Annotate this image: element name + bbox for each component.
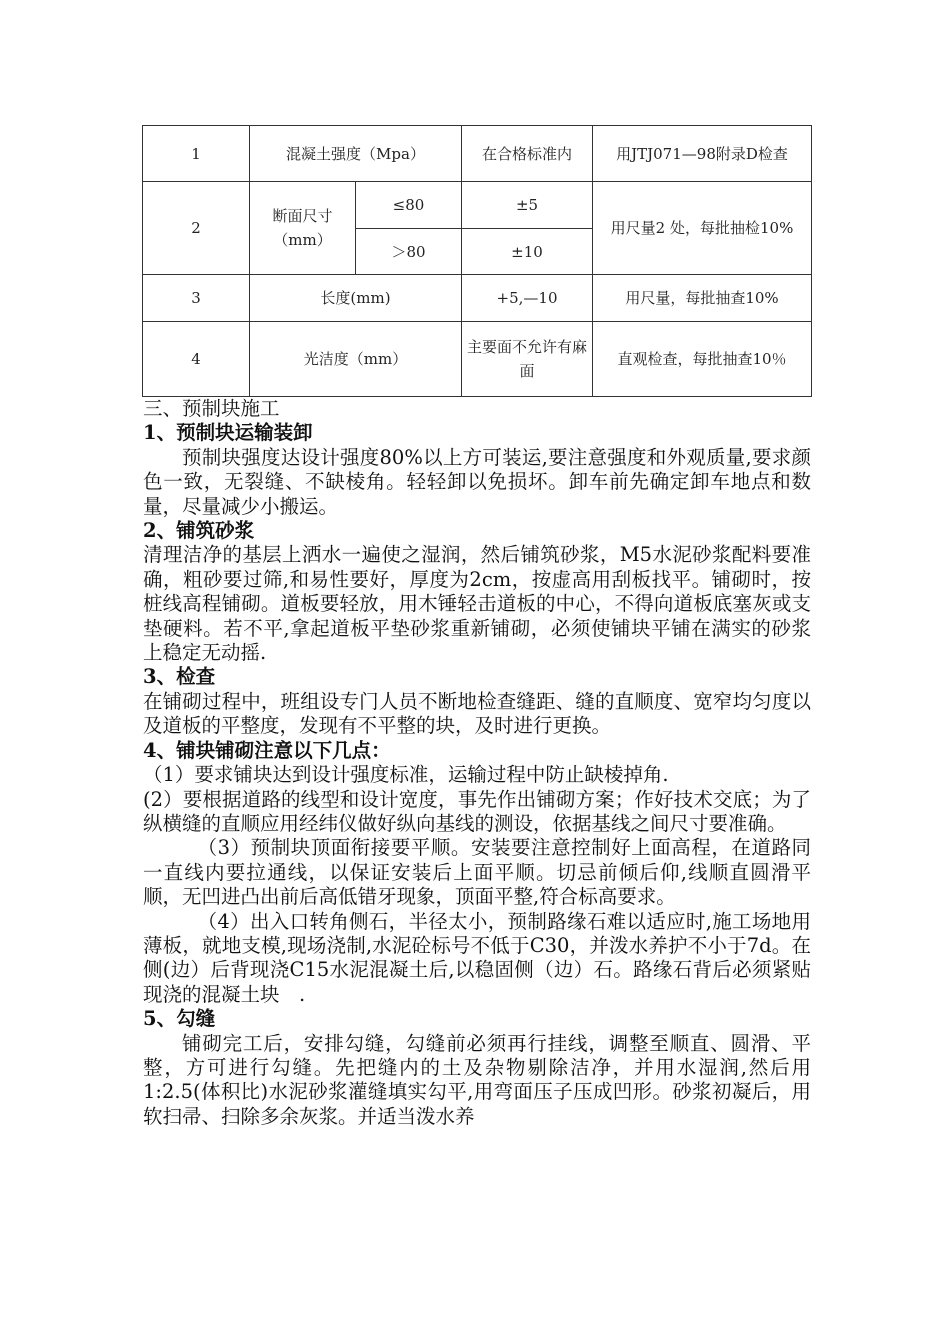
heading-mortar: 2、铺筑砂浆 [143, 519, 255, 543]
inspection-method: 用尺量，每批抽查10% [593, 275, 812, 322]
table-row [143, 322, 812, 397]
row-number: 4 [143, 322, 250, 397]
item-name: 光洁度（mm） [250, 322, 462, 397]
allowed-deviation: 在合格标准内 [462, 126, 593, 182]
allowed-deviation: +5,—10 [462, 275, 593, 322]
inspection-table [142, 125, 812, 397]
paragraph-pointing: 铺砌完工后，安排勾缝，勾缝前必须再行挂线，调整至顺直、圆滑、平整，方可进行勾缝。先把缝内的土及杂物剔除洁净，并用水湿润,然后用1:2.5(体积比)水泥砂浆灌缝填实勾平,用弯面压子压成凹形。砂浆初凝后，用软扫帚、扫除多余灰浆。并适当泼水养 [143, 1031, 811, 1128]
section-title: 三、预制块施工 [143, 397, 280, 420]
paragraph-mortar: 清理洁净的基层上洒水一遍使之湿润，然后铺筑砂浆，M5水泥砂浆配料要准确，粗砂要过筛,和易性要好，厚度为2cm，按虚高用刮板找平。铺砌时，按桩线高程铺砌。道板要轻放，用木锤轻击道板的中心，不得向道板底塞灰或支垫硬料。若不平,拿起道板平垫砂浆重新铺砌，必须使铺块平铺在满实的砂浆上稳定无动摇. [143, 543, 811, 665]
note-1: （1）要求铺块达到设计强度标准，运输过程中防止缺棱掉角. [143, 763, 669, 787]
inspection-method: 直观检查，每批抽查10％ [593, 322, 812, 397]
heading-transport: 1、预制块运输装卸 [143, 421, 313, 445]
inspection-method: 用尺量2 处，每批抽检10% [593, 182, 812, 275]
item-name: 混凝土强度（Mpa） [250, 126, 462, 182]
item-name: 断面尺寸（mm） [250, 182, 356, 275]
sub-item: ＞80 [356, 229, 462, 275]
note-2: (2）要根据道路的线型和设计宽度，事先作出铺砌方案；作好技术交底；为了纵横缝的直顺应用经纬仪做好纵向基线的测设，依据基线之间尺寸要准确。 [143, 787, 811, 835]
note-3: （3）预制块顶面衔接要平顺。安装要注意控制好上面高程，在道路同一直线内要拉通线，以保证安装后上面平顺。切忌前倾后仰,线顺直圆滑平顺，无凹进凸出前后高低错牙现象，顶面平整,符合标高要求。 [143, 836, 811, 909]
allowed-deviation: ±10 [462, 229, 593, 275]
heading-inspection: 3、检查 [143, 665, 216, 689]
table-row [143, 275, 812, 322]
note-4: （4）出入口转角侧石，半径太小，预制路缘石难以适应时,施工场地用薄板，就地支模,现场浇制,水泥砼标号不低于C30，并泼水养护不小于7d。在侧(边）后背现浇C15水泥混凝土后,以稳固侧（边）石。路缘石背后必须紧贴现浇的混凝土块 . [143, 909, 811, 1006]
table-row [143, 182, 812, 229]
inspection-method: 用JTJ071—98附录D检查 [593, 126, 812, 182]
allowed-deviation: ±5 [462, 182, 593, 229]
row-number: 2 [143, 182, 250, 275]
heading-notes: 4、铺块铺砌注意以下几点： [143, 738, 391, 762]
allowed-deviation: 主要面不允许有麻面 [462, 322, 593, 397]
item-name: 长度(mm) [250, 275, 462, 322]
sub-item: ≤80 [356, 182, 462, 229]
heading-pointing: 5、勾缝 [143, 1007, 216, 1031]
paragraph-inspection: 在铺砌过程中，班组设专门人员不断地检查缝距、缝的直顺度、宽窄均匀度以及道板的平整度，发现有不平整的块，及时进行更换。 [143, 689, 811, 738]
row-number: 1 [143, 126, 250, 182]
paragraph-transport: 预制块强度达设计强度80%以上方可装运,要注意强度和外观质量,要求颜色一致，无裂缝、不缺棱角。轻轻卸以免损坏。卸车前先确定卸车地点和数量，尽量减少小搬运。 [143, 445, 811, 518]
table-row [143, 126, 812, 182]
row-number: 3 [143, 275, 250, 322]
body-text [143, 397, 811, 1129]
